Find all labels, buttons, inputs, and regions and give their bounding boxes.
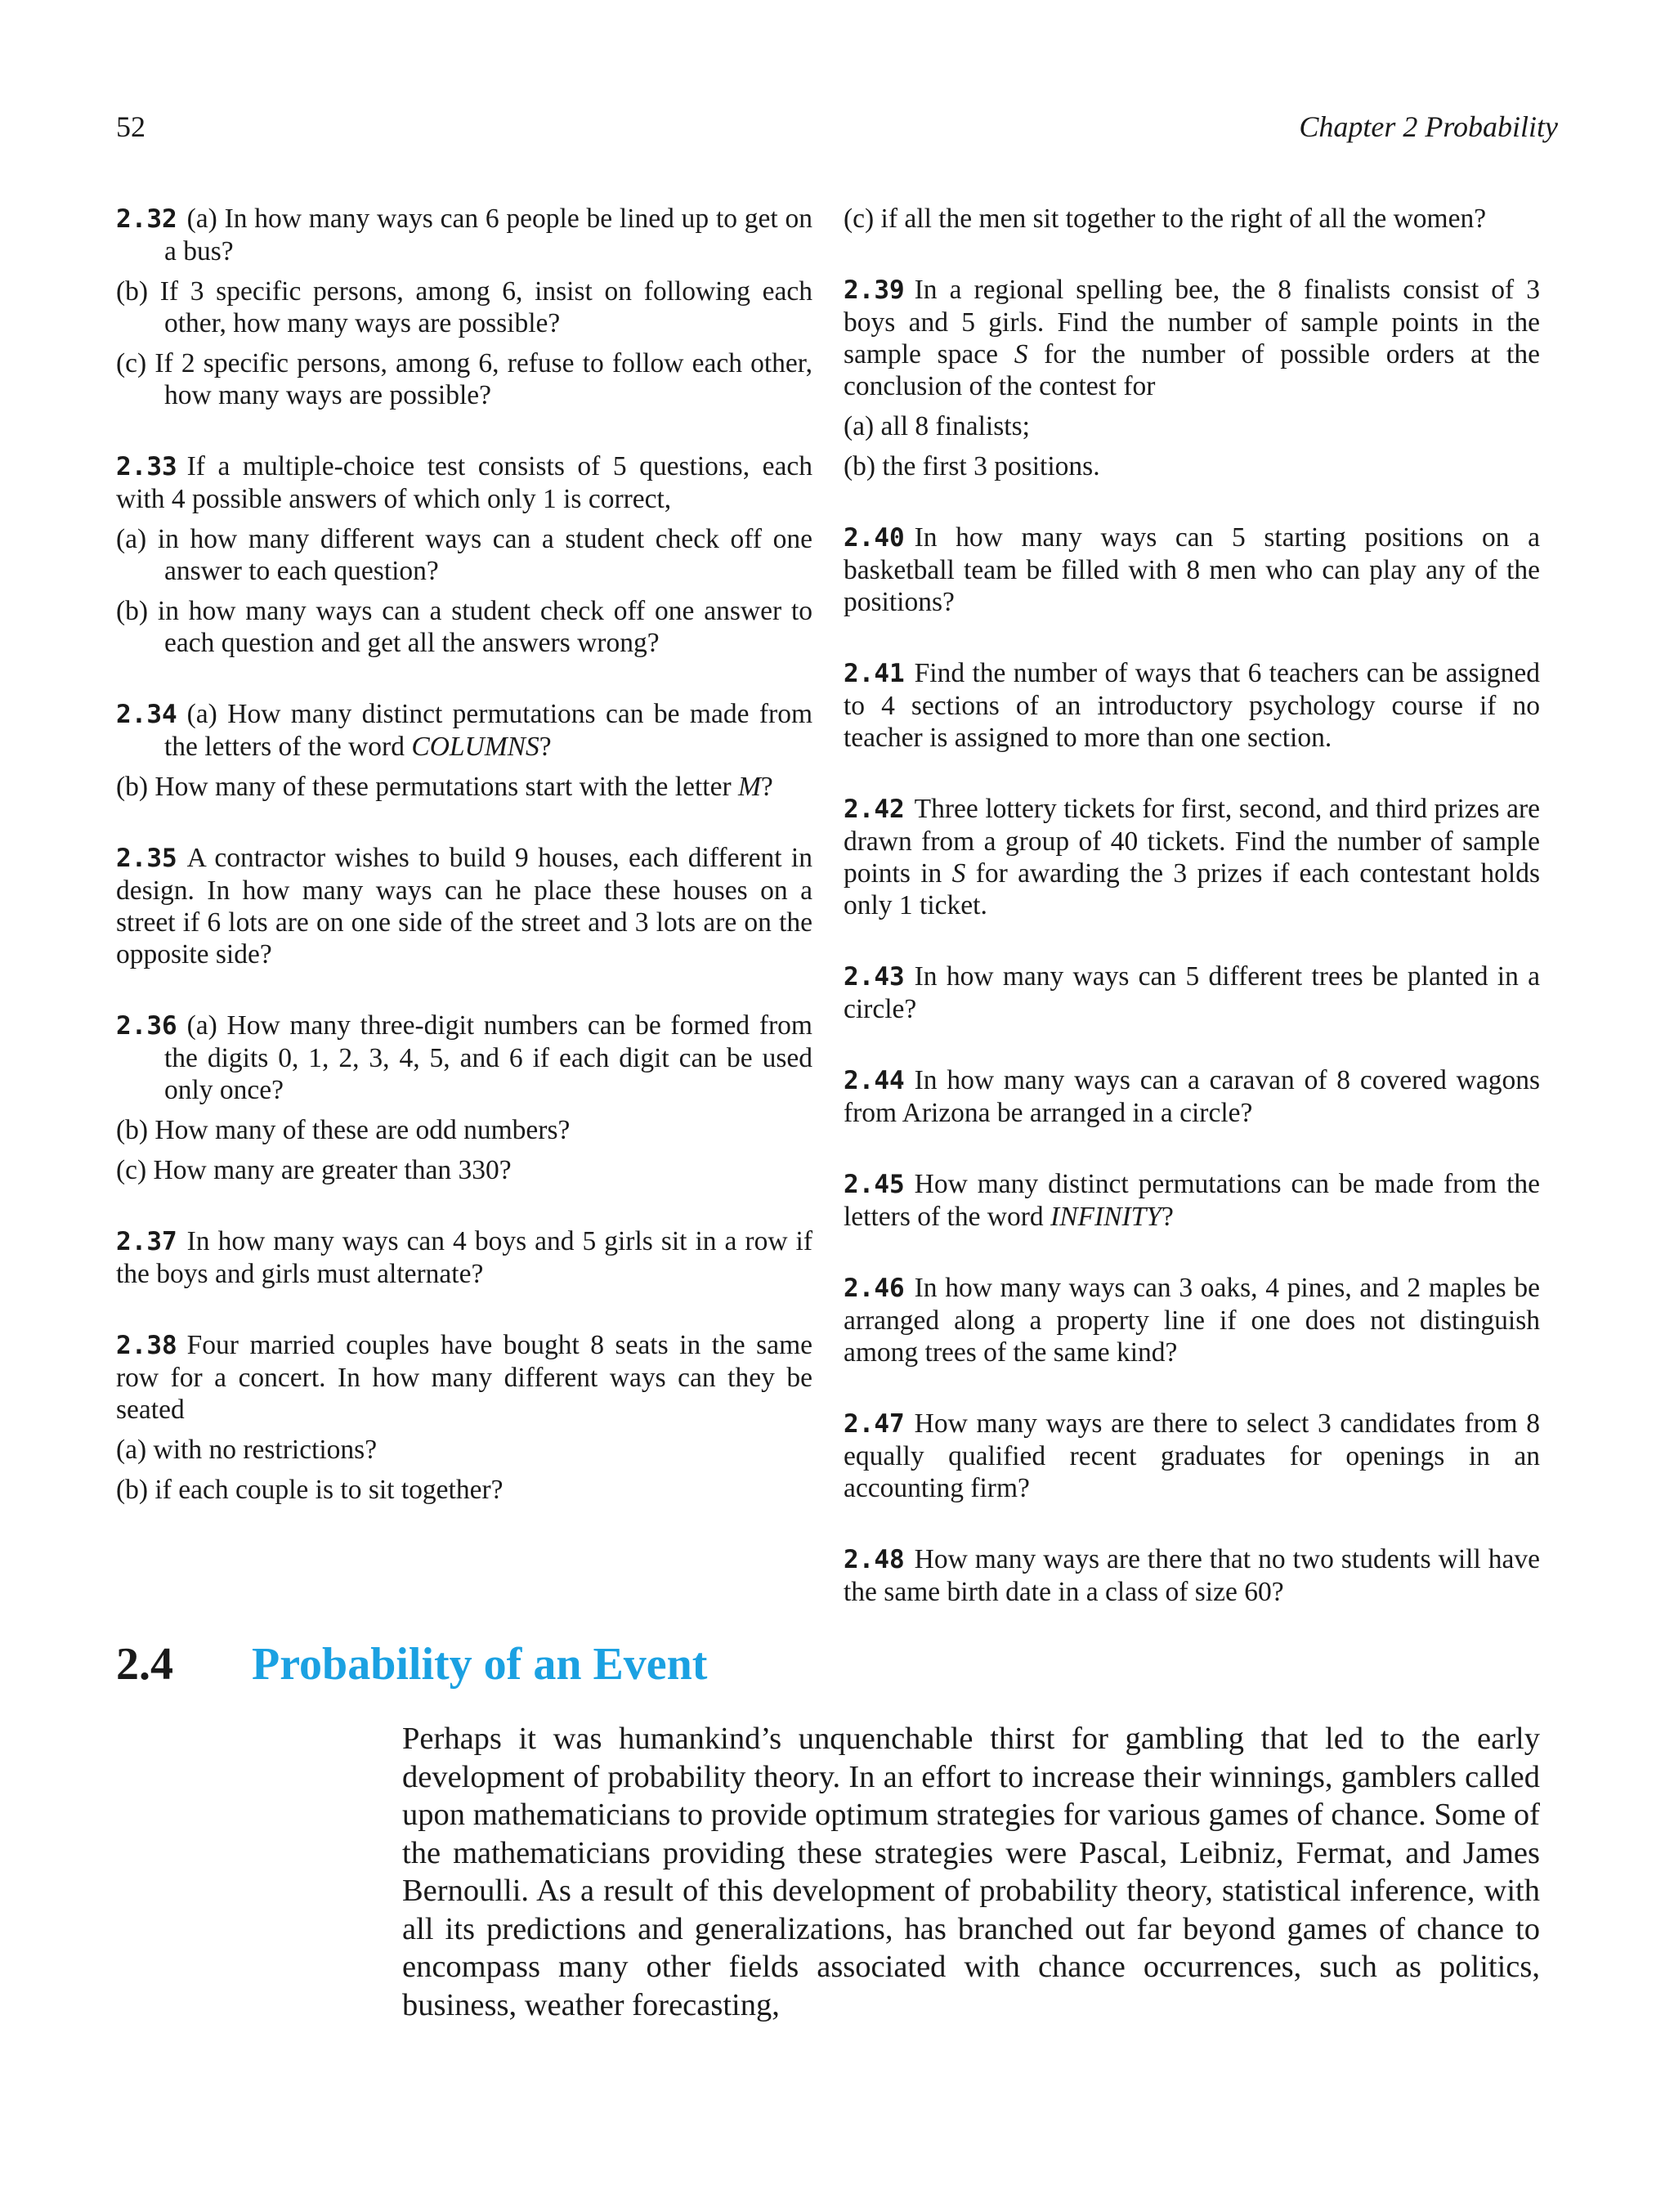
exercise-part-a: (a) with no restrictions? (116, 1435, 378, 1465)
left-column (116, 203, 812, 1545)
section-intro-paragraph: Perhaps it was humankind’s unquenchable thirst for gambling that led to the early development of probability theory. In an effort to increase their winnings, gamblers called upon mathematicians to provide optimum strategies for various games of chance. Some of the mathematicians providing these strategies were Pascal, Leibniz, Fermat, and James Bernoulli. As a result of this development of probability theory, statistical inference, with all its predictions and generalizations, has branched out far beyond games of chance to encompass many other fields associated with chance occurrences, such as politics, business, weather forecasting, (402, 1722, 1540, 2022)
word-infinity: INFINITY (1050, 1202, 1162, 1232)
exercise-stem: How many ways are there that no two students will have the same birth date in a class of size 60? (844, 1544, 1540, 1607)
right-column (844, 203, 1540, 1647)
exercise-number: 2.41 (844, 659, 905, 688)
exercise-part-c: (c) If 2 specific persons, among 6, refuse to follow each other, how many ways are possible? (116, 348, 812, 410)
word-columns: COLUMNS (411, 732, 539, 762)
exercise-stem: Four married couples have bought 8 seats in the same row for a concert. In how many different ways can they be seated (116, 1330, 812, 1425)
exercise-stem: If a multiple-choice test consists of 5 questions, each with 4 possible answers of which only 1 is correct, (116, 451, 812, 514)
exercise-stem-suffix: for the number of possible orders at the conclusion of the contest for (844, 339, 1540, 401)
page-number: 52 (116, 110, 145, 143)
exercise-stem: In how many ways can a caravan of 8 covered wagons from Arizona be arranged in a circle? (844, 1065, 1540, 1128)
section-number: 2.4 (116, 1639, 173, 1690)
exercise-part-a: (a) In how many ways can 6 people be lined up to get on a bus? (164, 204, 812, 266)
exercise-2-41 (844, 657, 1540, 754)
exercise-part-b: (b) in how many ways can a student check off one answer to each question and get all the answers wrong? (116, 596, 812, 658)
exercise-stem: In how many ways can 4 boys and 5 girls sit in a row if the boys and girls must alternate? (116, 1226, 812, 1289)
exercise-stem-text: Three lottery tickets for first, second, and third prizes are drawn from a group of 40 tickets. Find the number of sample points in (844, 794, 1540, 889)
exercise-stem: A contractor wishes to build 9 houses, each different in design. In how many ways can he place these houses on a street if 6 lots are on one side of the street and 3 lots are on the opposite side? (116, 843, 812, 969)
exercise-part-b: (b) if each couple is to sit together? (116, 1475, 504, 1505)
exercise-number: 2.38 (116, 1331, 177, 1360)
chapter-title: Chapter 2 Probability (1299, 110, 1558, 143)
exercise-2-46 (844, 1272, 1540, 1368)
exercise-2-42 (844, 793, 1540, 921)
section-title: Probability of an Event (252, 1639, 708, 1690)
exercise-part-b: (b) the first 3 positions. (844, 451, 1100, 481)
exercise-2-32 (116, 203, 812, 411)
exercise-part-c: (c) if all the men sit together to the right of all the women? (844, 204, 1487, 234)
exercise-2-33 (116, 450, 812, 659)
exercise-part-b: (b) If 3 specific persons, among 6, insist on following each other, how many ways are possible? (116, 276, 812, 338)
exercise-number: 2.43 (844, 962, 905, 992)
exercise-number: 2.46 (844, 1274, 905, 1303)
exercise-part-b-text: (b) How many of these permutations start with the letter (116, 772, 738, 802)
running-head (116, 110, 1558, 144)
exercise-part-a: (a) How many three-digit numbers can be formed from the digits 0, 1, 2, 3, 4, 5, and 6 if each digit can be used only once? (164, 1010, 812, 1105)
exercise-number: 2.47 (844, 1409, 905, 1439)
exercise-number: 2.42 (844, 795, 905, 824)
exercise-2-39 (844, 274, 1540, 482)
exercise-2-45 (844, 1168, 1540, 1233)
exercise-number: 2.48 (844, 1545, 905, 1574)
letter-m: M (738, 772, 761, 802)
exercise-number: 2.35 (116, 844, 177, 873)
exercise-stem: How many ways are there to select 3 candidates from 8 equally qualified recent graduates for openings in an accounting firm? (844, 1408, 1540, 1503)
exercise-number: 2.34 (116, 700, 177, 729)
exercise-stem-suffix: ? (1161, 1202, 1174, 1232)
exercise-2-44 (844, 1064, 1540, 1129)
exercise-part-b-suffix: ? (760, 772, 773, 802)
exercise-number: 2.45 (844, 1170, 905, 1199)
exercise-number: 2.44 (844, 1066, 905, 1095)
sample-space-symbol: S (1014, 339, 1028, 369)
exercise-2-48 (844, 1543, 1540, 1608)
exercise-number: 2.39 (844, 275, 905, 305)
exercise-part-a-suffix: ? (539, 732, 552, 762)
exercise-2-34 (116, 698, 812, 803)
exercise-number: 2.33 (116, 452, 177, 481)
exercise-2-38 (116, 1329, 812, 1506)
exercise-number: 2.37 (116, 1227, 177, 1256)
exercise-2-35 (116, 842, 812, 970)
exercise-2-47 (844, 1408, 1540, 1504)
section-heading (116, 1638, 707, 1690)
exercise-part-c: (c) How many are greater than 330? (116, 1155, 512, 1185)
exercise-2-38-continued (844, 203, 1540, 235)
exercise-part-b: (b) How many of these are odd numbers? (116, 1115, 571, 1145)
exercise-number: 2.36 (116, 1011, 177, 1041)
exercise-stem-suffix: for awarding the 3 prizes if each contestant holds only 1 ticket. (844, 858, 1540, 920)
exercise-stem-text: How many distinct permutations can be made from the letters of the word (844, 1169, 1540, 1232)
exercise-part-a-text: (a) How many distinct permutations can be made from the letters of the word (164, 699, 812, 762)
exercise-number: 2.40 (844, 523, 905, 553)
exercise-2-36 (116, 1010, 812, 1186)
exercise-stem: In how many ways can 5 different trees be planted in a circle? (844, 961, 1540, 1024)
exercise-stem: In how many ways can 5 starting positions on a basketball team be filled with 8 men who can play any of the positions? (844, 522, 1540, 617)
exercise-2-37 (116, 1225, 812, 1290)
sample-space-symbol: S (951, 858, 966, 889)
exercise-2-43 (844, 960, 1540, 1025)
exercise-part-a: (a) all 8 finalists; (844, 411, 1030, 441)
exercise-2-40 (844, 522, 1540, 618)
exercise-stem: Find the number of ways that 6 teachers can be assigned to 4 sections of an introductory psychology course if no teacher is assigned to more than one section. (844, 658, 1540, 753)
exercise-stem-text: In a regional spelling bee, the 8 finalists consist of 3 boys and 5 girls. Find the number of sample points in the sample space (844, 275, 1540, 369)
exercise-part-a: (a) in how many different ways can a student check off one answer to each question? (116, 524, 812, 586)
exercise-stem: In how many ways can 3 oaks, 4 pines, and 2 maples be arranged along a property line if one does not distinguish among trees of the same kind? (844, 1273, 1540, 1368)
exercise-number: 2.32 (116, 204, 177, 234)
